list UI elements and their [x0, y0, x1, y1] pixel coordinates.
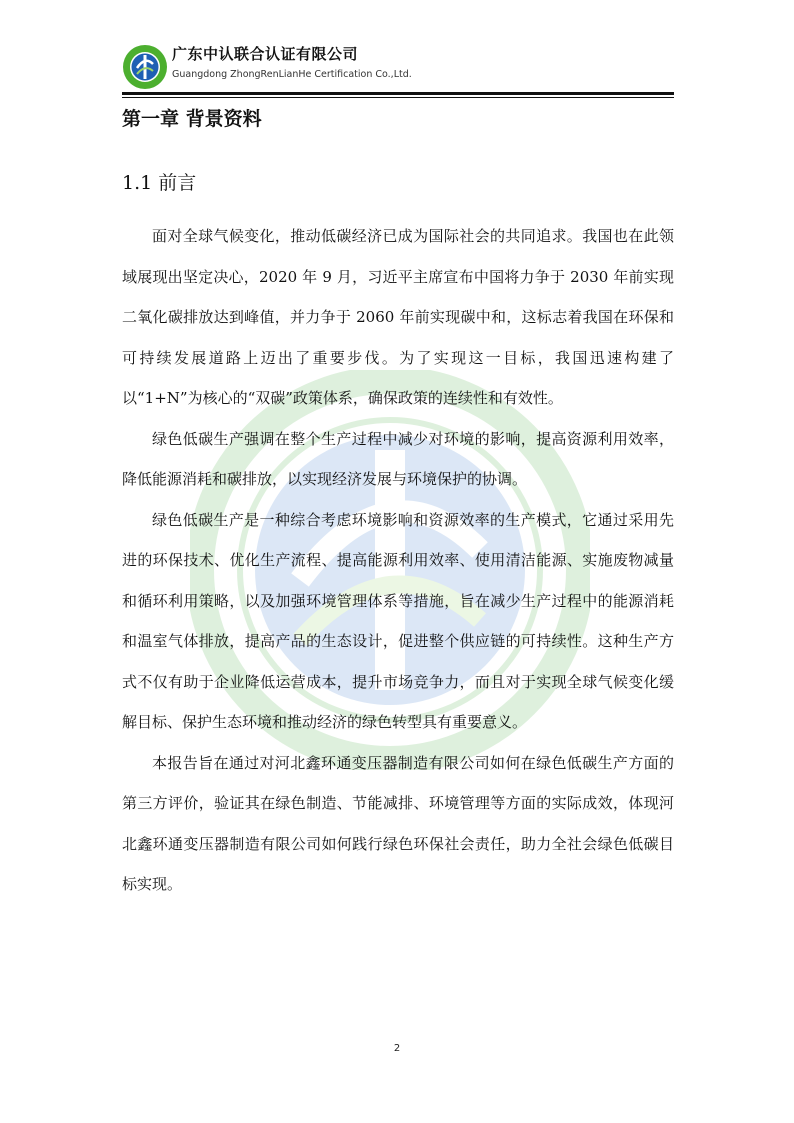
page-number: 2	[393, 1043, 401, 1054]
section-title: 1.1 前言	[122, 172, 197, 194]
body-text	[122, 216, 674, 905]
chapter-title: 第一章 背景资料	[122, 108, 262, 130]
paragraph: 面对全球气候变化，推动低碳经济已成为国际社会的共同追求。我国也在此领域展现出坚定决心，2020 年 9 月，习近平主席宣布中国将力争于 2030 年前实现二氧化碳排放达到峰值，并力争于 2060 年前实现碳中和，这标志着我国在环保和可持续发展道路上迈出了重要步伐。为了实现这一目标，我国迅速构建了以“1+N”为核心的“双碳”政策体系，确保政策的连续性和有效性。	[122, 227, 674, 407]
company-logo-icon	[122, 44, 168, 90]
header-divider-thick	[122, 92, 674, 95]
page-header	[122, 40, 674, 98]
paragraph: 绿色低碳生产是一种综合考虑环境影响和资源效率的生产模式，它通过采用先进的环保技术、优化生产流程、提高能源利用效率、使用清洁能源、实施废物减量和循环利用策略，以及加强环境管理体系等措施，旨在减少生产过程中的能源消耗和温室气体排放，提高产品的生态设计，促进整个供应链的可持续性。这种生产方式不仅有助于企业降低运营成本，提升市场竞争力，而且对于实现全球气候变化缓解目标、保护生态环境和推动经济的绿色转型具有重要意义。	[122, 510, 674, 731]
header-divider-thin	[122, 97, 674, 98]
company-name-en: Guangdong ZhongRenLianHe Certification Co.,Ltd.	[172, 69, 412, 80]
company-name-cn: 广东中认联合认证有限公司	[172, 45, 359, 63]
paragraph: 绿色低碳生产强调在整个生产过程中减少对环境的影响，提高资源利用效率，降低能源消耗和碳排放，以实现经济发展与环境保护的协调。	[122, 429, 674, 488]
paragraph: 本报告旨在通过对河北鑫环通变压器制造有限公司如何在绿色低碳生产方面的第三方评价，验证其在绿色制造、节能减排、环境管理等方面的实际成效，体现河北鑫环通变压器制造有限公司如何践行绿色环保社会责任，助力全社会绿色低碳目标实现。	[122, 753, 674, 893]
